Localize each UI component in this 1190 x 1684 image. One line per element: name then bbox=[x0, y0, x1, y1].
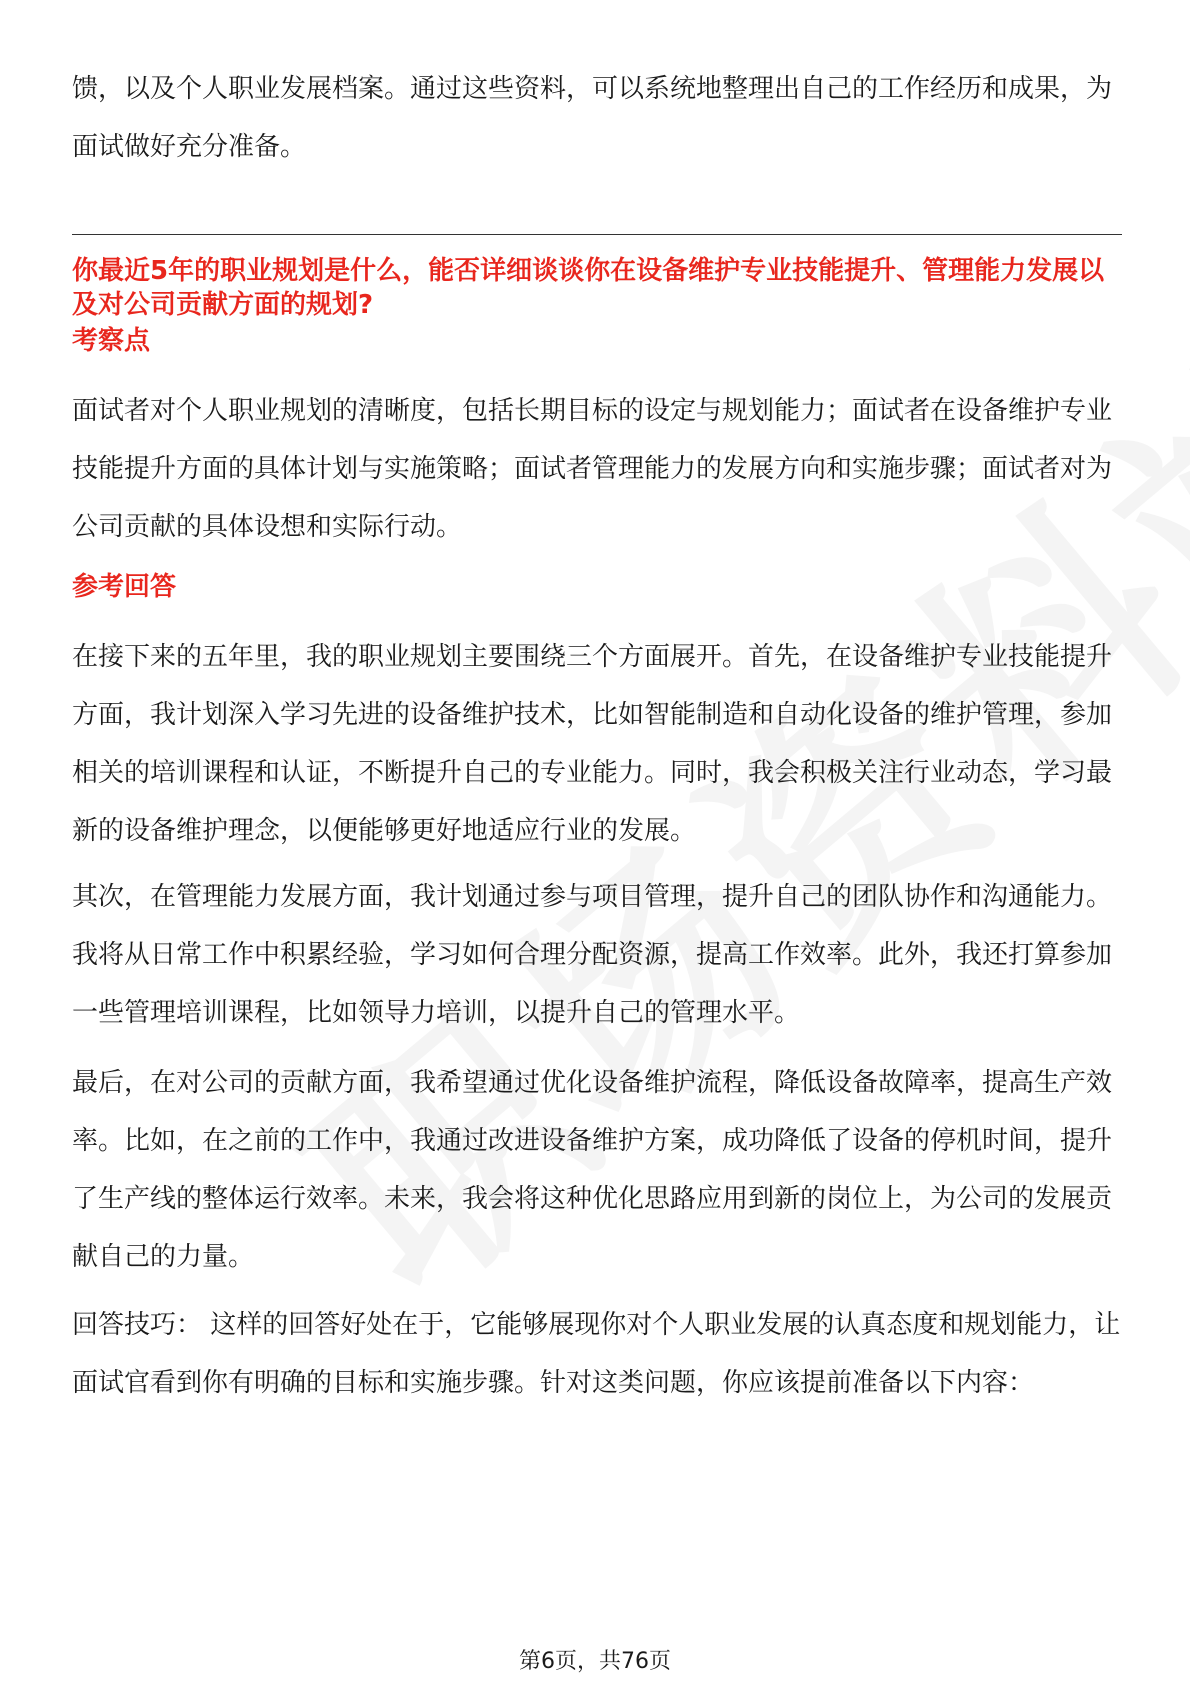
assessment-paragraph: 面试者对个人职业规划的清晰度，包括长期目标的设定与规划能力；面试者在设备维护专业技能提升方面的具体计划与实施策略；面试者管理能力的发展方向和实施步骤；面试者对为公司贡献的具体设想和实际行动。 bbox=[72, 396, 1113, 542]
assessment-heading: 考察点 bbox=[72, 326, 151, 356]
answer-heading: 参考回答 bbox=[72, 572, 177, 602]
intro-paragraph: 馈，以及个人职业发展档案。通过这些资料，可以系统地整理出自己的工作经历和成果，为面试做好充分准备。 bbox=[72, 74, 1113, 162]
answer-paragraph: 其次，在管理能力发展方面，我计划通过参与项目管理，提升自己的团队协作和沟通能力。我将从日常工作中积累经验，学习如何合理分配资源，提高工作效率。此外，我还打算参加一些管理培训课程，比如领导力培训，以提升自己的管理水平。 bbox=[72, 882, 1113, 1028]
answer-paragraph: 在接下来的五年里，我的职业规划主要围绕三个方面展开。首先，在设备维护专业技能提升方面，我计划深入学习先进的设备维护技术，比如智能制造和自动化设备的维护管理，参加相关的培训课程和认证，不断提升自己的专业能力。同时，我会积极关注行业动态，学习最新的设备维护理念，以便能够更好地适应行业的发展。 bbox=[72, 642, 1113, 846]
answer-paragraph: 最后，在对公司的贡献方面，我希望通过优化设备维护流程，降低设备故障率，提高生产效率。比如，在之前的工作中，我通过改进设备维护方案，成功降低了设备的停机时间，提升了生产线的整体运行效率。未来，我会将这种优化思路应用到新的岗位上，为公司的发展贡献自己的力量。 bbox=[72, 1068, 1113, 1272]
section-divider bbox=[72, 234, 1122, 235]
page-number: 第6页，共76页 bbox=[519, 1649, 671, 1674]
answer-tips-paragraph: 回答技巧： 这样的回答好处在于，它能够展现你对个人职业发展的认真态度和规划能力，让面试官看到你有明确的目标和实施步骤。针对这类问题，你应该提前准备以下内容： bbox=[72, 1310, 1121, 1398]
question-title: 你最近5年的职业规划是什么，能否详细谈谈你在设备维护专业技能提升、管理能力发展以及对公司贡献方面的规划? bbox=[72, 256, 1105, 320]
